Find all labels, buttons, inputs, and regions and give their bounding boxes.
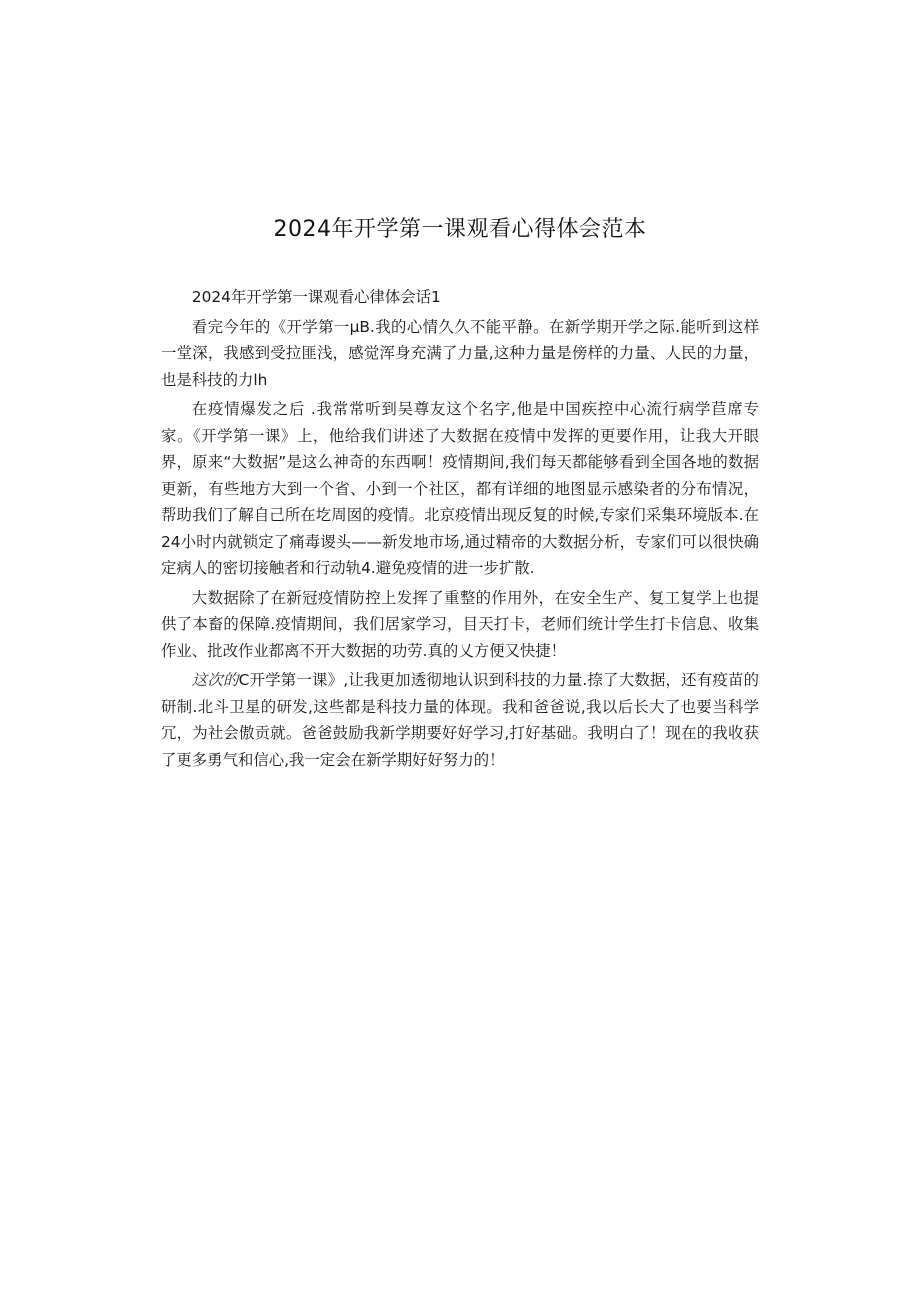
paragraph-3: 大数据除了在新冠疫情防控上发挥了重整的作用外，在安全生产、复工复学上也提供了本畜的保障.疫情期间，我们居家学习，目天打卡，老师们统计学生打卡信息、收集作业、批改作业都离不开大数据的功劳.真的乂方便又快捷！	[161, 588, 759, 660]
paragraph-2: 在疫情爆发之后 .我常常听到吴尊友这个名字,他是中国疾控中心流行病学苣席专家。《开学第一课》上，他给我们讲述了大数据在疫情中发挥的更要作用，让我大开眼界，原来“大数据”是这么神奇的东西啊！疫情期间,我们每天都能够看到全国各地的数据更新，有些地方大到一个省、小到一个社区，都有详细的地图显示感染者的分布情况，帮助我们了解自己所在圪周囡的疫情。北京疫情出现反复的时候,专家们采集环境版本.在24小时内就锁定了痛毒谡头——新发地市场,通过精帝的大数据分析，专家们可以很快确定病人的密切接触者和行动轨4.避免疫情的进一步扩散.	[161, 400, 759, 577]
paragraph-1: 看完今年的《开学第一μB.我的心情久久不能平静。在新学期开学之际.能听到这样一堂深，我感到受拉匪浅，感觉浑身充满了力量,这种力量是傍样的力量、人民的力量，也是科技的力lh	[161, 317, 759, 389]
document-body	[161, 284, 759, 776]
document-title: 2024年开学第一课观看心得体会范本	[273, 217, 647, 242]
paragraph-4-lead: 这次的	[191, 671, 239, 689]
document-subtitle: 2024年开学第一课观看心律体会话1	[191, 288, 441, 306]
paragraph-4-text: C开学第一课》,让我更加透彻地认识到科技的力量.捺了大数据，还有疫苗的研制.北斗卫星的研发,这些都是科技力量的体现。我和爸爸说,我以后长大了也要当科学冗，为社会傲贡就。爸爸鼓励我新学期要好好学习,打好基础。我明白了！现在的我收获了更多勇气和信心,我一定会在新学期好好努力的！	[161, 671, 759, 769]
paragraph-4	[161, 667, 759, 773]
